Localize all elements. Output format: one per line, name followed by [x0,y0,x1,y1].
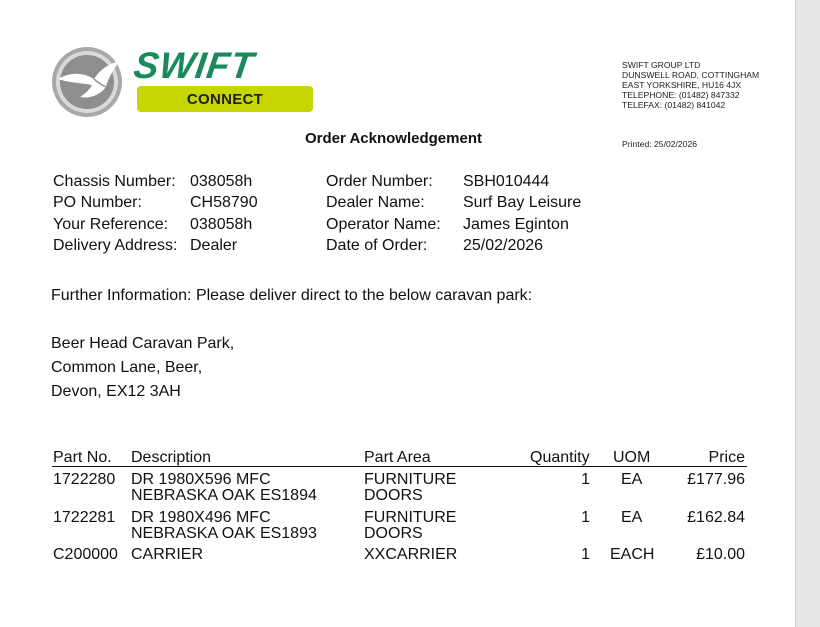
table-row-part-area: DOORS [364,525,423,542]
order-number-value: SBH010444 [463,173,550,190]
address-line: Devon, EX12 3AH [51,383,181,400]
document-title: Order Acknowledgement [305,130,482,147]
table-row-part-area: FURNITURE [364,471,457,488]
your-reference-label: Your Reference: [53,216,169,233]
delivery-address-value: Dealer [190,237,238,254]
chassis-number-label: Chassis Number: [53,173,176,190]
table-row-description: NEBRASKA OAK ES1893 [131,525,317,542]
date-of-order-label: Date of Order: [326,237,428,254]
date-of-order-value: 25/02/2026 [463,237,544,254]
po-number-value: CH58790 [190,194,258,211]
swallow-emblem-icon [50,45,130,120]
chassis-number-value: 038058h [190,173,253,190]
your-reference-value: 038058h [190,216,253,233]
address-line: Beer Head Caravan Park, [51,335,235,352]
company-line: TELEFAX: (01482) 841042 [622,100,726,110]
address-line: Common Lane, Beer, [51,359,203,376]
brand-wordmark: SWIFT [131,45,258,86]
col-header-price: Price [708,449,745,466]
table-row-part-no: 1722281 [53,509,116,526]
printed-date: Printed: 25/02/2026 [622,139,698,149]
table-row-part-area: XXCARRIER [364,546,458,563]
operator-name-label: Operator Name: [326,216,441,233]
table-row-part-no: C200000 [53,546,118,563]
table-row-uom: EA [621,471,643,488]
col-header-uom: UOM [613,449,651,466]
table-row-description: CARRIER [131,546,204,563]
col-header-quantity: Quantity [530,449,590,466]
col-header-part-area: Part Area [364,449,431,466]
table-row-price: £10.00 [696,546,745,563]
delivery-address-label: Delivery Address: [53,237,178,254]
table-row-description: DR 1980X496 MFC [131,509,271,526]
dealer-name-label: Dealer Name: [326,194,425,211]
order-number-label: Order Number: [326,173,433,190]
further-information: Further Information: Please deliver direct to the below caravan park: [51,287,533,304]
table-row-uom: EA [621,509,643,526]
table-row-part-area: FURNITURE [364,509,457,526]
col-header-description: Description [131,449,212,466]
company-line: EAST YORKSHIRE, HU16 4JX [622,80,742,90]
table-row-price: £162.84 [687,509,745,526]
connect-label: CONNECT [186,91,264,108]
table-row-quantity: 1 [581,471,590,488]
header-divider [52,466,747,467]
table-row-price: £177.96 [687,471,745,488]
table-row-quantity: 1 [581,509,590,526]
table-row-quantity: 1 [581,546,590,563]
table-row-uom: EACH [610,546,655,563]
po-number-label: PO Number: [53,194,142,211]
dealer-name-value: Surf Bay Leisure [463,194,582,211]
col-header-part-no: Part No. [53,449,112,466]
swift-connect-logo [50,45,320,120]
operator-name-value: James Eginton [463,216,569,233]
company-address [622,60,759,110]
table-row-part-area: DOORS [364,487,423,504]
connect-badge [137,86,313,112]
company-line: SWIFT GROUP LTD [622,60,701,70]
company-line: TELEPHONE: (01482) 847332 [622,90,740,100]
table-row-part-no: 1722280 [53,471,116,488]
table-row-description: DR 1980X596 MFC [131,471,271,488]
table-row-description: NEBRASKA OAK ES1894 [131,487,317,504]
company-line: DUNSWELL ROAD, COTTINGHAM [622,70,760,80]
